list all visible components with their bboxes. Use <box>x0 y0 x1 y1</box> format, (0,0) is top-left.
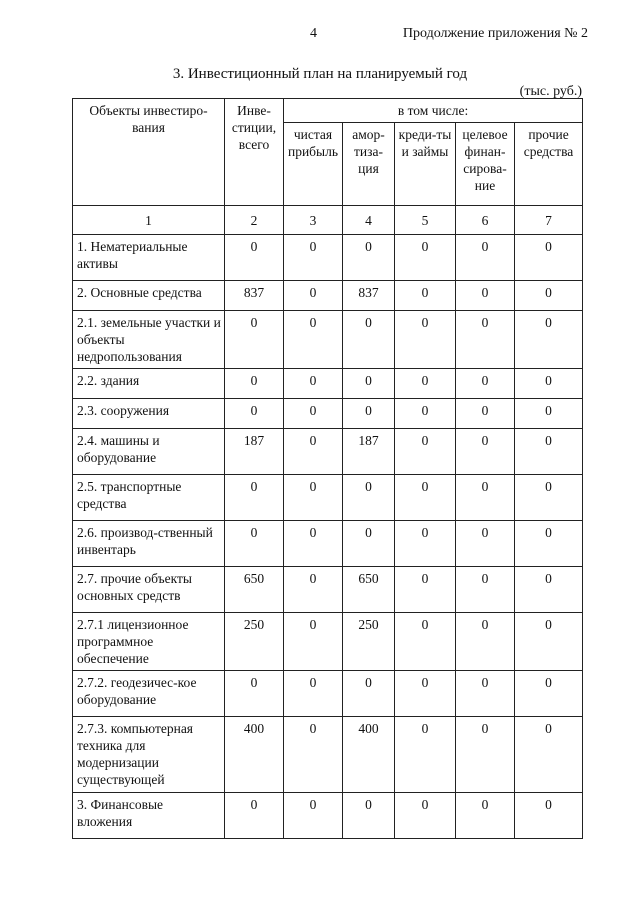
row-label: 2.1. земельные участки и объекты недропользования <box>73 311 225 369</box>
cell-value: 0 <box>284 429 343 475</box>
row-label: 2.4. машины и оборудование <box>73 429 225 475</box>
cell-value: 0 <box>395 235 456 281</box>
cell-value: 0 <box>225 235 284 281</box>
cell-value: 0 <box>343 399 395 429</box>
cell-value: 0 <box>515 521 583 567</box>
cell-value: 0 <box>343 671 395 717</box>
cell-value: 0 <box>395 521 456 567</box>
cell-value: 0 <box>343 793 395 839</box>
cell-value: 0 <box>284 567 343 613</box>
table-row <box>73 311 583 369</box>
cell-value: 0 <box>456 429 515 475</box>
cell-value: 0 <box>515 671 583 717</box>
col-header-objects: Объекты инвестиро-вания <box>73 99 225 206</box>
cell-value: 0 <box>456 311 515 369</box>
cell-value: 0 <box>515 475 583 521</box>
column-number: 3 <box>284 206 343 235</box>
table-row <box>73 613 583 671</box>
cell-value: 400 <box>343 717 395 793</box>
cell-value: 0 <box>456 475 515 521</box>
cell-value: 837 <box>343 281 395 311</box>
cell-value: 0 <box>515 311 583 369</box>
cell-value: 0 <box>395 311 456 369</box>
cell-value: 0 <box>395 567 456 613</box>
col-header-total: Инве-стиции, всего <box>225 99 284 206</box>
table-row <box>73 793 583 839</box>
cell-value: 0 <box>515 399 583 429</box>
col-header-net-profit: чистая прибыль <box>284 123 343 206</box>
column-number: 4 <box>343 206 395 235</box>
cell-value: 0 <box>225 475 284 521</box>
column-number: 6 <box>456 206 515 235</box>
cell-value: 650 <box>343 567 395 613</box>
cell-value: 0 <box>284 613 343 671</box>
section-title: 3. Инвестиционный план на планируемый год <box>172 66 468 82</box>
appendix-note: Продолжение приложения № 2 <box>402 26 588 41</box>
cell-value: 0 <box>456 521 515 567</box>
cell-value: 187 <box>343 429 395 475</box>
cell-value: 0 <box>343 521 395 567</box>
cell-value: 0 <box>343 235 395 281</box>
table-row <box>73 281 583 311</box>
cell-value: 0 <box>284 793 343 839</box>
table-row <box>73 399 583 429</box>
cell-value: 0 <box>515 235 583 281</box>
cell-value: 837 <box>225 281 284 311</box>
cell-value: 0 <box>515 369 583 399</box>
table-row <box>73 717 583 793</box>
column-number: 5 <box>395 206 456 235</box>
row-label: 2.7.2. геодезичес-кое оборудование <box>73 671 225 717</box>
cell-value: 0 <box>395 399 456 429</box>
cell-value: 0 <box>395 281 456 311</box>
col-header-group: в том числе: <box>284 99 583 123</box>
col-header-amortization: амор-тиза-ция <box>343 123 395 206</box>
row-label: 2.7.3. компьютерная техника для модернизации существующей <box>73 717 225 793</box>
cell-value: 0 <box>225 521 284 567</box>
cell-value: 0 <box>456 399 515 429</box>
cell-value: 0 <box>343 311 395 369</box>
cell-value: 0 <box>456 567 515 613</box>
cell-value: 0 <box>515 281 583 311</box>
cell-value: 650 <box>225 567 284 613</box>
cell-value: 0 <box>284 671 343 717</box>
cell-value: 0 <box>284 717 343 793</box>
cell-value: 0 <box>225 399 284 429</box>
col-header-target-financing: целевое финан-сирова-ние <box>456 123 515 206</box>
column-number: 2 <box>225 206 284 235</box>
cell-value: 0 <box>515 717 583 793</box>
table-row <box>73 567 583 613</box>
cell-value: 0 <box>395 369 456 399</box>
cell-value: 0 <box>395 671 456 717</box>
column-number: 7 <box>515 206 583 235</box>
row-label: 2.7.1 лицензионное программное обеспечение <box>73 613 225 671</box>
cell-value: 0 <box>343 475 395 521</box>
cell-value: 0 <box>515 793 583 839</box>
cell-value: 0 <box>456 613 515 671</box>
cell-value: 0 <box>225 671 284 717</box>
cell-value: 0 <box>456 235 515 281</box>
cell-value: 0 <box>456 369 515 399</box>
cell-value: 0 <box>225 369 284 399</box>
cell-value: 0 <box>284 235 343 281</box>
cell-value: 0 <box>395 793 456 839</box>
cell-value: 0 <box>395 613 456 671</box>
cell-value: 0 <box>284 281 343 311</box>
row-label: 3. Финансовые вложения <box>73 793 225 839</box>
cell-value: 0 <box>456 281 515 311</box>
cell-value: 0 <box>225 311 284 369</box>
table-row <box>73 521 583 567</box>
units-label: (тыс. руб.) <box>519 84 582 99</box>
cell-value: 0 <box>456 717 515 793</box>
cell-value: 0 <box>284 311 343 369</box>
row-label: 2.2. здания <box>73 369 225 399</box>
cell-value: 400 <box>225 717 284 793</box>
table-row <box>73 475 583 521</box>
table-row <box>73 429 583 475</box>
cell-value: 0 <box>395 717 456 793</box>
page-number: 4 <box>310 26 317 41</box>
cell-value: 0 <box>284 475 343 521</box>
col-header-credits: креди-ты и займы <box>395 123 456 206</box>
row-label: 1. Нематериальные активы <box>73 235 225 281</box>
cell-value: 0 <box>284 521 343 567</box>
cell-value: 0 <box>515 429 583 475</box>
column-number: 1 <box>73 206 225 235</box>
row-label: 2.7. прочие объекты основных средств <box>73 567 225 613</box>
row-label: 2.5. транспортные средства <box>73 475 225 521</box>
table-row <box>73 235 583 281</box>
investment-plan-table <box>72 98 583 839</box>
cell-value: 0 <box>395 429 456 475</box>
row-label: 2.3. сооружения <box>73 399 225 429</box>
cell-value: 0 <box>284 399 343 429</box>
cell-value: 0 <box>225 793 284 839</box>
cell-value: 187 <box>225 429 284 475</box>
row-label: 2.6. производ-ственный инвентарь <box>73 521 225 567</box>
row-label: 2. Основные средства <box>73 281 225 311</box>
column-number-row <box>73 206 583 235</box>
cell-value: 0 <box>456 793 515 839</box>
cell-value: 0 <box>343 369 395 399</box>
cell-value: 0 <box>456 671 515 717</box>
table-row <box>73 369 583 399</box>
col-header-other: прочие средства <box>515 123 583 206</box>
cell-value: 0 <box>515 613 583 671</box>
cell-value: 0 <box>515 567 583 613</box>
table-row <box>73 671 583 717</box>
cell-value: 0 <box>395 475 456 521</box>
cell-value: 0 <box>284 369 343 399</box>
cell-value: 250 <box>225 613 284 671</box>
cell-value: 250 <box>343 613 395 671</box>
